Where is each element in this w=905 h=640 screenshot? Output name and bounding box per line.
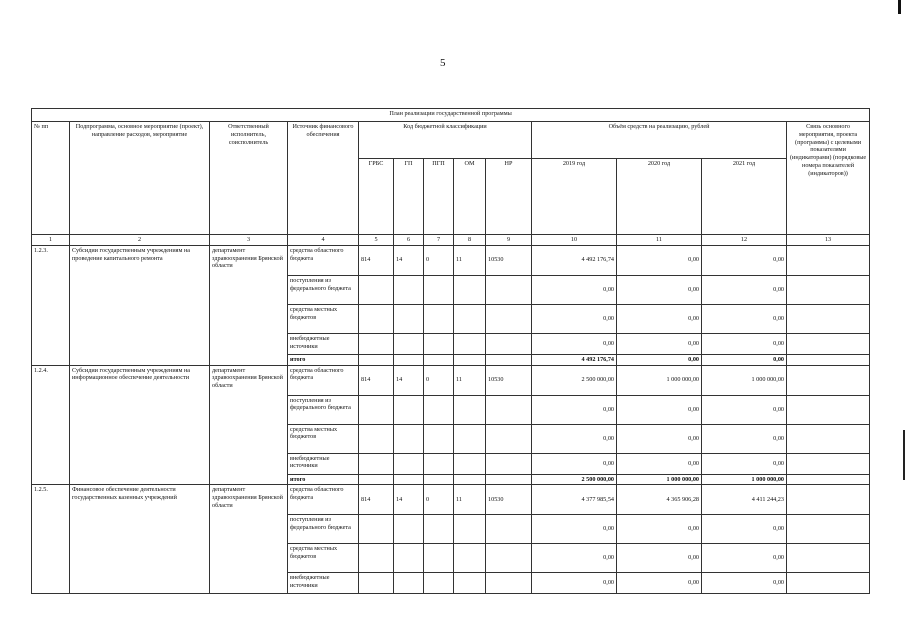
code-gp: 14 xyxy=(394,245,424,275)
code-empty xyxy=(486,474,532,485)
amount-2020: 0,00 xyxy=(617,573,702,594)
column-number: 3 xyxy=(210,235,288,246)
column-number: 10 xyxy=(532,235,617,246)
funding-source: средства местных бюджетов xyxy=(288,304,359,333)
amount-2020: 0,00 xyxy=(617,395,702,424)
total-2020: 0,00 xyxy=(617,354,702,365)
code-om xyxy=(454,275,486,304)
amount-2020: 0,00 xyxy=(617,275,702,304)
total-label: итого xyxy=(288,474,359,485)
measure-name: Субсидии государственным учреждениям на информационное обеспечение деятельности xyxy=(70,365,210,485)
amount-2020: 0,00 xyxy=(617,424,702,453)
header-gp: ГП xyxy=(394,159,424,235)
code-om xyxy=(454,424,486,453)
code-pgp: 0 xyxy=(424,485,454,515)
indicator-link xyxy=(787,333,870,354)
code-gp xyxy=(394,333,424,354)
code-pgp xyxy=(424,395,454,424)
code-empty xyxy=(454,354,486,365)
total-label: итого xyxy=(288,354,359,365)
code-pgp: 0 xyxy=(424,365,454,395)
header-volume: Объём средств на реализацию, рублей xyxy=(532,122,787,159)
code-np xyxy=(486,544,532,573)
funding-source: поступления из федерального бюджета xyxy=(288,275,359,304)
amount-2019: 0,00 xyxy=(532,424,617,453)
amount-2020: 1 000 000,00 xyxy=(617,365,702,395)
funding-source: средства местных бюджетов xyxy=(288,424,359,453)
funding-source: поступления из федерального бюджета xyxy=(288,395,359,424)
code-pgp xyxy=(424,333,454,354)
executor: департамент здравоохранения Брянской области xyxy=(210,365,288,485)
code-grbs xyxy=(359,453,394,474)
amount-2019: 4 377 985,54 xyxy=(532,485,617,515)
code-om xyxy=(454,395,486,424)
amount-2019: 0,00 xyxy=(532,304,617,333)
header-subprogram: Подпрограмма, основное мероприятие (проект), направление расходов, мероприятие xyxy=(70,122,210,235)
code-pgp xyxy=(424,573,454,594)
code-grbs: 814 xyxy=(359,485,394,515)
amount-2019: 0,00 xyxy=(532,333,617,354)
page-number: 5 xyxy=(440,57,446,69)
code-gp xyxy=(394,275,424,304)
code-om xyxy=(454,573,486,594)
code-gp xyxy=(394,515,424,544)
column-number: 8 xyxy=(454,235,486,246)
total-2021: 1 000 000,00 xyxy=(702,474,787,485)
column-number: 12 xyxy=(702,235,787,246)
amount-2021: 0,00 xyxy=(702,333,787,354)
implementation-plan-table xyxy=(31,108,870,594)
indicator-link xyxy=(787,365,870,395)
column-number: 11 xyxy=(617,235,702,246)
code-np xyxy=(486,395,532,424)
amount-2019: 0,00 xyxy=(532,395,617,424)
code-np: 10530 xyxy=(486,245,532,275)
header-link: Связь основного мероприятия, проекта (программы) с целевыми показателями (индикаторами) (порядковые номера показателей (индикаторов)) xyxy=(787,122,870,235)
amount-2021: 4 411 244,23 xyxy=(702,485,787,515)
code-gp xyxy=(394,424,424,453)
row-number: 1.2.5. xyxy=(32,485,70,594)
code-om xyxy=(454,515,486,544)
funding-source: поступления из федерального бюджета xyxy=(288,515,359,544)
column-number: 7 xyxy=(424,235,454,246)
amount-2019: 0,00 xyxy=(532,515,617,544)
code-np xyxy=(486,424,532,453)
indicator-link xyxy=(787,395,870,424)
indicator-link xyxy=(787,453,870,474)
code-grbs: 814 xyxy=(359,245,394,275)
code-om: 11 xyxy=(454,485,486,515)
code-om xyxy=(454,304,486,333)
indicator-link xyxy=(787,245,870,275)
code-grbs xyxy=(359,275,394,304)
code-np xyxy=(486,453,532,474)
amount-2019: 0,00 xyxy=(532,544,617,573)
code-gp: 14 xyxy=(394,485,424,515)
code-gp xyxy=(394,544,424,573)
indicator-link xyxy=(787,515,870,544)
code-np: 10530 xyxy=(486,485,532,515)
funding-source: средства областного бюджета xyxy=(288,365,359,395)
amount-2019: 0,00 xyxy=(532,453,617,474)
code-pgp xyxy=(424,515,454,544)
code-om xyxy=(454,544,486,573)
code-np xyxy=(486,275,532,304)
header-2021: 2021 год xyxy=(702,159,787,235)
code-gp xyxy=(394,573,424,594)
funding-source: внебюджетные источники xyxy=(288,573,359,594)
code-grbs: 814 xyxy=(359,365,394,395)
amount-2019: 0,00 xyxy=(532,275,617,304)
code-pgp xyxy=(424,275,454,304)
code-gp: 14 xyxy=(394,365,424,395)
column-number: 4 xyxy=(288,235,359,246)
table-title: План реализации государственной программы xyxy=(32,109,870,122)
amount-2020: 0,00 xyxy=(617,515,702,544)
total-2019: 4 492 176,74 xyxy=(532,354,617,365)
funding-source: средства областного бюджета xyxy=(288,245,359,275)
amount-2021: 1 000 000,00 xyxy=(702,365,787,395)
scan-edge-mark xyxy=(898,0,901,14)
header-np: НР xyxy=(486,159,532,235)
row-number: 1.2.3. xyxy=(32,245,70,365)
amount-2021: 0,00 xyxy=(702,453,787,474)
code-grbs xyxy=(359,424,394,453)
column-number: 6 xyxy=(394,235,424,246)
code-pgp: 0 xyxy=(424,245,454,275)
indicator-link xyxy=(787,304,870,333)
header-2019: 2019 год xyxy=(532,159,617,235)
code-empty xyxy=(359,354,394,365)
code-np: 10530 xyxy=(486,365,532,395)
header-source: Источник финансового обеспечения xyxy=(288,122,359,235)
amount-2020: 0,00 xyxy=(617,544,702,573)
amount-2019: 2 500 000,00 xyxy=(532,365,617,395)
table-row xyxy=(32,245,870,275)
header-budget-code: Код бюджетной классификации xyxy=(359,122,532,159)
header-2020: 2020 год xyxy=(617,159,702,235)
amount-2021: 0,00 xyxy=(702,275,787,304)
code-pgp xyxy=(424,424,454,453)
indicator-link xyxy=(787,354,870,365)
funding-source: средства областного бюджета xyxy=(288,485,359,515)
amount-2019: 4 492 176,74 xyxy=(532,245,617,275)
column-number-row xyxy=(32,235,870,246)
code-empty xyxy=(394,474,424,485)
total-2019: 2 500 000,00 xyxy=(532,474,617,485)
indicator-link xyxy=(787,544,870,573)
code-om xyxy=(454,333,486,354)
executor: департамент здравоохранения Брянской области xyxy=(210,245,288,365)
amount-2020: 0,00 xyxy=(617,245,702,275)
amount-2021: 0,00 xyxy=(702,304,787,333)
total-2021: 0,00 xyxy=(702,354,787,365)
code-grbs xyxy=(359,544,394,573)
funding-source: внебюджетные источники xyxy=(288,333,359,354)
total-2020: 1 000 000,00 xyxy=(617,474,702,485)
header-pgp: ПГП xyxy=(424,159,454,235)
code-gp xyxy=(394,395,424,424)
indicator-link xyxy=(787,275,870,304)
measure-name: Субсидии государственным учреждениям на проведение капитального ремонта xyxy=(70,245,210,365)
header-num: № пп xyxy=(32,122,70,235)
code-om: 11 xyxy=(454,365,486,395)
header-executor: Ответственный исполнитель, соисполнитель xyxy=(210,122,288,235)
code-grbs xyxy=(359,304,394,333)
amount-2020: 0,00 xyxy=(617,304,702,333)
funding-source: внебюджетные источники xyxy=(288,453,359,474)
column-number: 9 xyxy=(486,235,532,246)
code-np xyxy=(486,573,532,594)
amount-2021: 0,00 xyxy=(702,544,787,573)
table-row xyxy=(32,485,870,515)
header-om: ОМ xyxy=(454,159,486,235)
amount-2020: 4 365 906,28 xyxy=(617,485,702,515)
code-grbs xyxy=(359,395,394,424)
indicator-link xyxy=(787,573,870,594)
code-empty xyxy=(424,474,454,485)
measure-name: Финансовое обеспечение деятельности государственных казенных учреждений xyxy=(70,485,210,594)
amount-2021: 0,00 xyxy=(702,245,787,275)
code-grbs xyxy=(359,573,394,594)
code-empty xyxy=(486,354,532,365)
table-row xyxy=(32,365,870,395)
amount-2020: 0,00 xyxy=(617,333,702,354)
funding-source: средства местных бюджетов xyxy=(288,544,359,573)
code-empty xyxy=(394,354,424,365)
code-empty xyxy=(359,474,394,485)
indicator-link xyxy=(787,485,870,515)
header-grbs: ГРБС xyxy=(359,159,394,235)
code-empty xyxy=(454,474,486,485)
column-number: 13 xyxy=(787,235,870,246)
executor: департамент здравоохранения Брянской области xyxy=(210,485,288,594)
amount-2021: 0,00 xyxy=(702,573,787,594)
row-number: 1.2.4. xyxy=(32,365,70,485)
column-number: 5 xyxy=(359,235,394,246)
code-pgp xyxy=(424,544,454,573)
amount-2021: 0,00 xyxy=(702,424,787,453)
code-om: 11 xyxy=(454,245,486,275)
code-om xyxy=(454,453,486,474)
amount-2021: 0,00 xyxy=(702,395,787,424)
indicator-link xyxy=(787,424,870,453)
code-grbs xyxy=(359,333,394,354)
code-np xyxy=(486,515,532,544)
code-empty xyxy=(424,354,454,365)
code-gp xyxy=(394,304,424,333)
amount-2019: 0,00 xyxy=(532,573,617,594)
code-pgp xyxy=(424,304,454,333)
code-pgp xyxy=(424,453,454,474)
code-grbs xyxy=(359,515,394,544)
column-number: 1 xyxy=(32,235,70,246)
column-number: 2 xyxy=(70,235,210,246)
code-np xyxy=(486,304,532,333)
indicator-link xyxy=(787,474,870,485)
code-np xyxy=(486,333,532,354)
amount-2020: 0,00 xyxy=(617,453,702,474)
code-gp xyxy=(394,453,424,474)
amount-2021: 0,00 xyxy=(702,515,787,544)
